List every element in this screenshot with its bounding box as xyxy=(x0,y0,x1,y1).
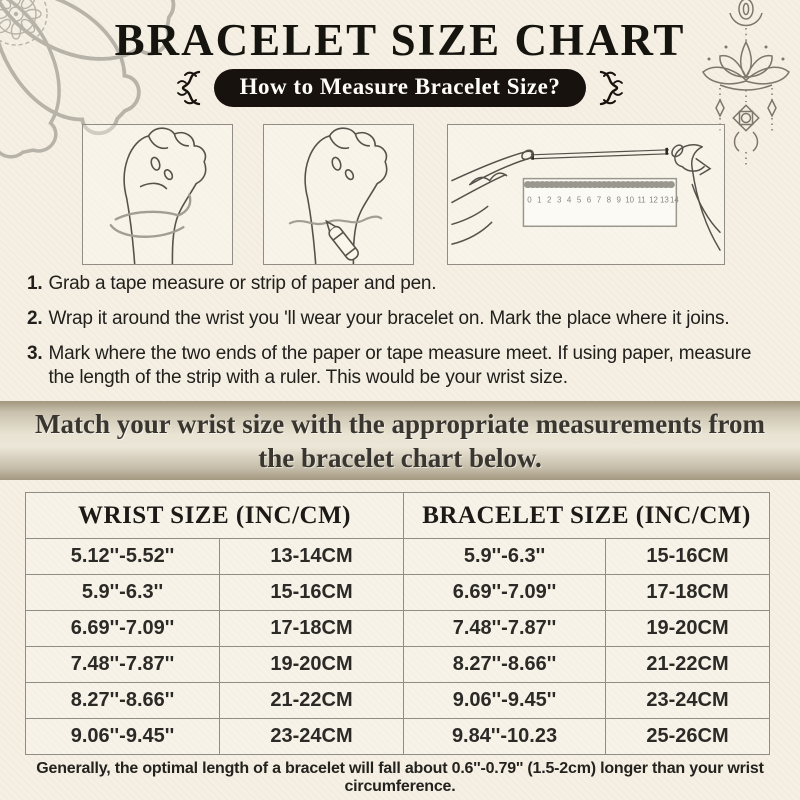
page-title: BRACELET SIZE CHART xyxy=(114,15,686,65)
table-cell: 19-20CM xyxy=(606,611,770,647)
table-cell: 15-16CM xyxy=(220,575,404,611)
instruction-text: Mark where the two ends of the paper or tape measure meet. If using paper, measure the length of the strip with a ruler. This would be your wrist size. xyxy=(48,343,752,388)
table-cell: 23-24CM xyxy=(606,683,770,719)
table-cell: 5.9''-6.3'' xyxy=(404,539,606,575)
size-chart-table xyxy=(25,492,770,755)
table-cell: 25-26CM xyxy=(606,719,770,755)
instruction-number: 1. xyxy=(27,273,43,294)
table-row xyxy=(26,683,770,719)
table-cell: 7.48''-7.87'' xyxy=(26,647,220,683)
instruction-text: Grab a tape measure or strip of paper and pen. xyxy=(48,273,437,294)
how-to-badge-row xyxy=(0,68,800,108)
match-banner-text: Match your wrist size with the appropriate measurements from the bracelet chart below. xyxy=(35,408,765,473)
table-cell: 23-24CM xyxy=(220,719,404,755)
table-cell: 13-14CM xyxy=(220,539,404,575)
svg-text:0: 0 xyxy=(527,195,532,205)
wrap-tape-hand-illustration xyxy=(82,124,233,265)
table-cell: 8.27''-8.66'' xyxy=(26,683,220,719)
svg-text:4: 4 xyxy=(566,195,572,205)
instruction-number: 3. xyxy=(27,343,43,364)
flourish-right-icon xyxy=(596,68,628,108)
svg-text:5: 5 xyxy=(576,195,582,205)
svg-text:6: 6 xyxy=(586,195,592,205)
table-cell: 19-20CM xyxy=(220,647,404,683)
table-row xyxy=(26,611,770,647)
table-row xyxy=(26,575,770,611)
table-cell: 15-16CM xyxy=(606,539,770,575)
mark-pen-hand-illustration xyxy=(263,124,414,265)
table-cell: 6.69''-7.09'' xyxy=(404,575,606,611)
table-cell: 9.06''-9.45'' xyxy=(26,719,220,755)
table-cell: 21-22CM xyxy=(220,683,404,719)
bracelet-size-header: BRACELET SIZE (INC/CM) xyxy=(404,493,770,539)
svg-text:13: 13 xyxy=(660,195,669,205)
match-banner xyxy=(0,401,800,480)
table-cell: 5.12''-5.52'' xyxy=(26,539,220,575)
measure-ruler-hands-illustration xyxy=(447,124,725,265)
svg-text:2: 2 xyxy=(547,195,552,205)
table-cell: 6.69''-7.09'' xyxy=(26,611,220,647)
table-cell: 21-22CM xyxy=(606,647,770,683)
how-to-badge: How to Measure Bracelet Size? xyxy=(214,69,587,107)
instruction-item xyxy=(27,307,779,331)
table-cell: 17-18CM xyxy=(606,575,770,611)
table-row xyxy=(26,647,770,683)
svg-text:10: 10 xyxy=(625,195,635,205)
table-cell: 7.48''-7.87'' xyxy=(404,611,606,647)
svg-text:3: 3 xyxy=(556,195,562,205)
table-header-row xyxy=(26,493,770,539)
table-row xyxy=(26,539,770,575)
svg-text:12: 12 xyxy=(649,195,658,205)
svg-text:1: 1 xyxy=(537,195,542,205)
instruction-number: 2. xyxy=(27,308,43,329)
svg-text:11: 11 xyxy=(637,195,646,205)
table-cell: 9.06''-9.45'' xyxy=(404,683,606,719)
table-cell: 5.9''-6.3'' xyxy=(26,575,220,611)
table-cell: 8.27''-8.66'' xyxy=(404,647,606,683)
footer-note: Generally, the optimal length of a bracelet will fall about 0.6''-0.79'' (1.5-2cm) longer than your wrist circumference. xyxy=(36,760,764,795)
instruction-item xyxy=(27,342,779,390)
instruction-text: Wrap it around the wrist you 'll wear your bracelet on. Mark the place where it joins. xyxy=(48,308,730,329)
svg-text:14: 14 xyxy=(669,195,679,205)
table-cell: 17-18CM xyxy=(220,611,404,647)
wrist-size-header: WRIST SIZE (INC/CM) xyxy=(26,493,404,539)
svg-text:8: 8 xyxy=(606,195,612,205)
instruction-item xyxy=(27,272,779,296)
table-row xyxy=(26,719,770,755)
svg-text:9: 9 xyxy=(616,195,621,205)
instructions-list xyxy=(27,272,779,401)
svg-text:7: 7 xyxy=(596,195,602,205)
table-cell: 9.84''-10.23 xyxy=(404,719,606,755)
flourish-left-icon xyxy=(172,68,204,108)
